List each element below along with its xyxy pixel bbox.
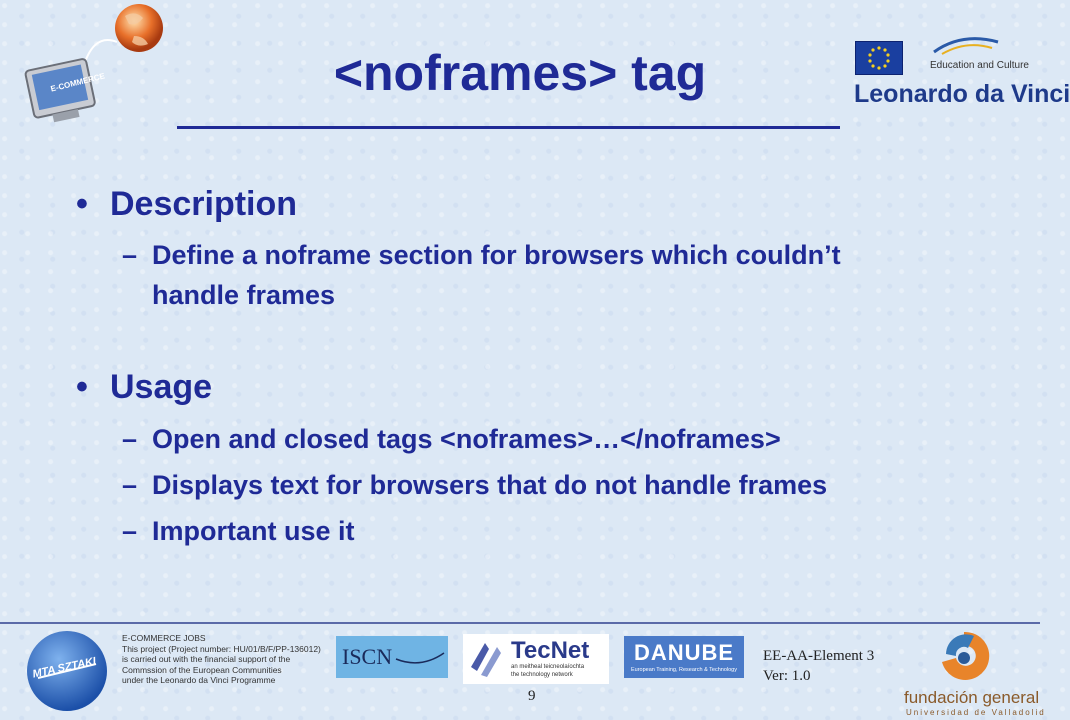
fundacion-general-logo [900, 628, 1046, 718]
danube-sub: European Training, Research & Technology [631, 667, 737, 673]
bullet-marker: • [76, 185, 88, 223]
list-item-text: Open and closed tags <noframes>…</noframes> [152, 424, 781, 454]
list-item [122, 419, 872, 459]
list-item-text: Important use it [152, 516, 355, 546]
eu-caption: Education and Culture [930, 60, 1029, 71]
project-info [122, 633, 321, 686]
fundacion-swirl-icon [934, 628, 994, 686]
fundacion-label: fundación general [904, 688, 1040, 707]
mta-label: MTA SZTAKI [31, 655, 98, 681]
slide-title: <noframes> tag [333, 45, 707, 101]
project-line: under the Leonardo da Vinci Programme [122, 675, 276, 685]
list-item-text: Displays text for browsers that do not handle frames [152, 470, 828, 500]
tecnet-sub: an meitheal teicneolaíochta [511, 664, 585, 670]
project-line: Commssion of the European Communities [122, 664, 282, 675]
page-number: 9 [528, 688, 536, 704]
list-item [122, 235, 872, 315]
list-item-text: Define a noframe section for browsers which couldn’t handle frames [152, 240, 841, 310]
tecnet-label: TecNet [511, 637, 590, 664]
bullet-marker: • [76, 368, 88, 406]
section-usage [76, 368, 212, 407]
dash-marker: – [122, 470, 138, 500]
list-item [122, 465, 872, 505]
dash-marker: – [122, 240, 138, 270]
project-line: is carried out with the financial support of the [122, 654, 291, 664]
danube-logo [624, 636, 744, 678]
section-description [76, 185, 297, 224]
version-label: Ver: 1.0 [763, 668, 811, 684]
tecnet-sub2: the technology network [511, 672, 573, 678]
project-line: E-COMMERCE JOBS [122, 633, 206, 643]
iscn-label: ISCN [342, 644, 393, 669]
dash-marker: – [122, 424, 138, 454]
ecommerce-label: E-COMMERCE [49, 71, 106, 94]
program-name: Leonardo da Vinci [854, 80, 1070, 108]
mta-sztaki-logo [24, 628, 110, 714]
section-heading: Description [110, 185, 298, 223]
section-heading: Usage [110, 368, 213, 406]
dash-marker: – [122, 516, 138, 546]
title-underline [177, 126, 840, 129]
iscn-logo [336, 636, 448, 678]
danube-label: DANUBE [633, 640, 735, 665]
project-line: This project (Project number: HU/01/B/F/PP-136012) [122, 643, 321, 654]
footer-divider [0, 622, 1040, 624]
fundacion-sub: Universidad de Valladolid [906, 708, 1046, 717]
tecnet-logo [463, 634, 609, 684]
element-version-info [763, 646, 874, 686]
tecnet-wave-icon [467, 637, 507, 681]
list-item [122, 511, 872, 551]
element-label: EE-AA-Element 3 [763, 648, 875, 664]
iscn-swoosh-icon [396, 647, 446, 667]
